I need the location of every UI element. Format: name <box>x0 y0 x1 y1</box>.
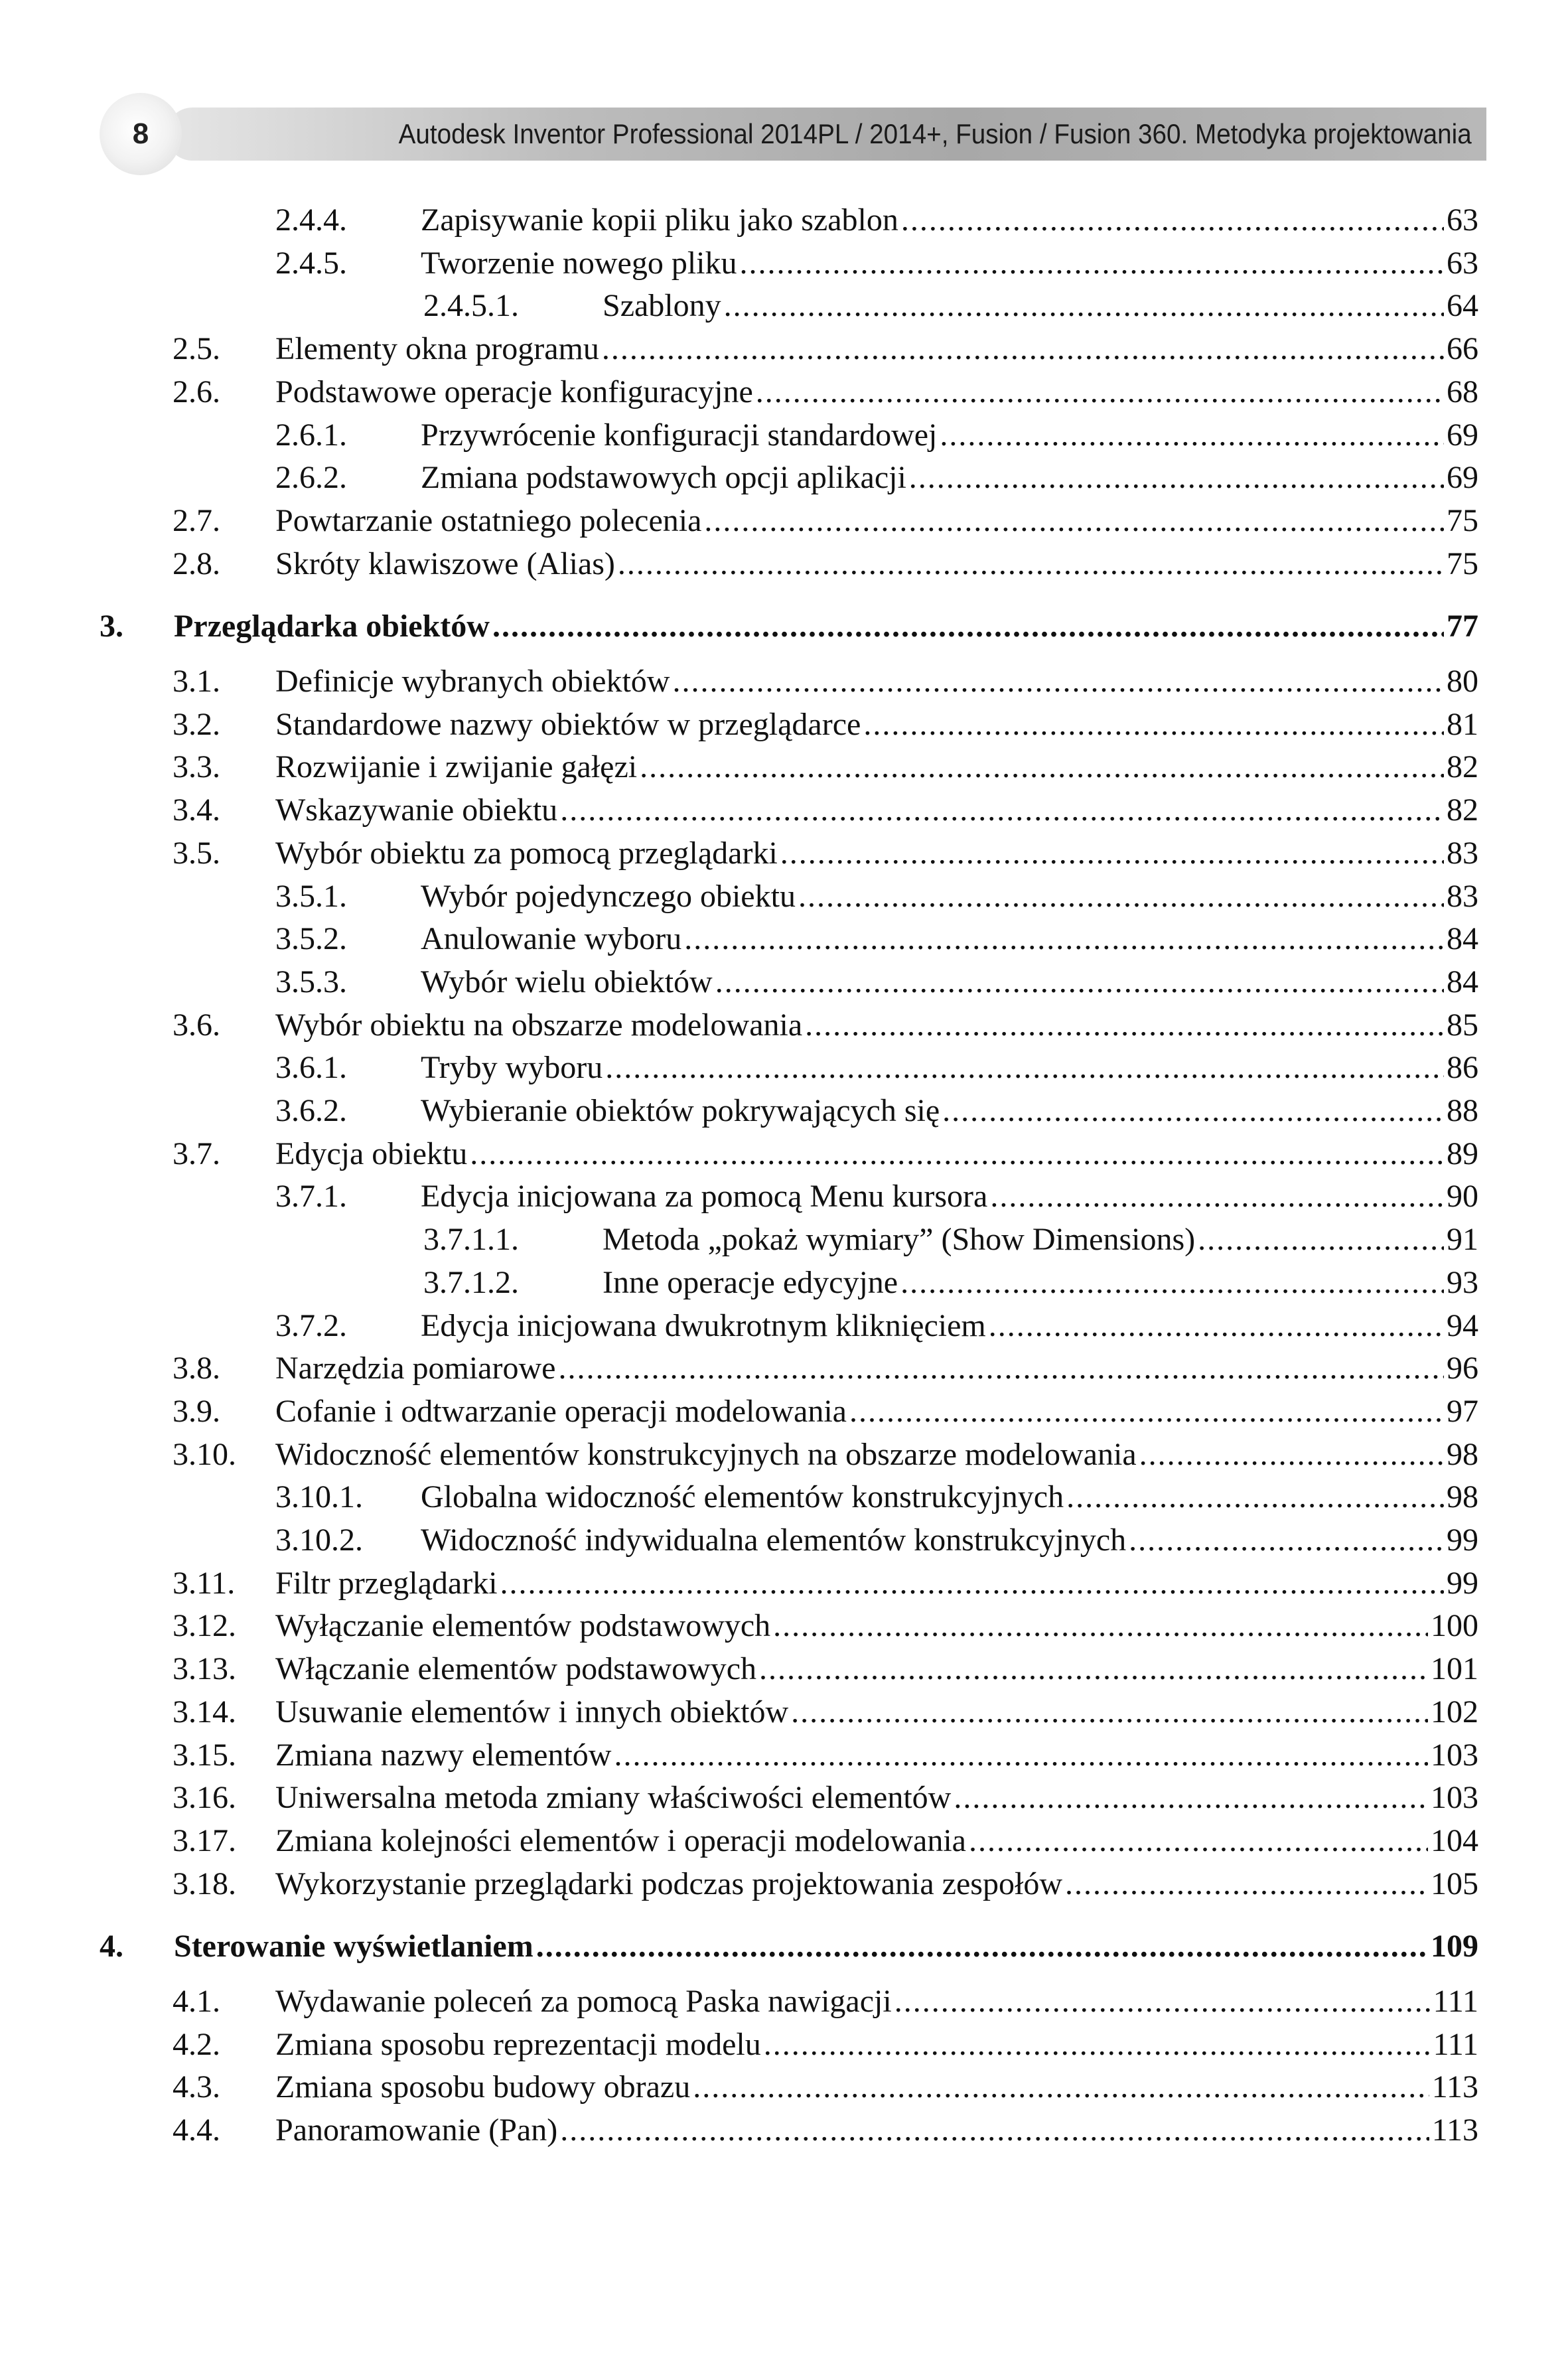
toc-title: Panoramowanie (Pan) <box>275 2112 558 2148</box>
toc-title: Edycja inicjowana za pomocą Menu kursora <box>421 1179 988 1214</box>
toc-entry <box>173 2109 1478 2152</box>
toc-number: 3.4. <box>173 792 220 828</box>
dot-leader <box>989 1305 1444 1347</box>
dot-leader <box>602 328 1444 370</box>
dot-leader <box>1139 1434 1444 1476</box>
dot-leader <box>740 242 1444 285</box>
toc-entry <box>173 1734 1478 1777</box>
toc-page-number: 63 <box>1447 202 1478 238</box>
dot-leader <box>954 1777 1428 1819</box>
toc-page-number: 89 <box>1447 1136 1478 1171</box>
toc-entry <box>173 703 1478 746</box>
toc-entry <box>275 242 1478 285</box>
toc-number: 3.7.1.1. <box>423 1222 519 1257</box>
toc-page-number: 83 <box>1447 879 1478 914</box>
toc-title: Wybór obiektu na obszarze modelowania <box>275 1007 803 1043</box>
toc-page-number: 93 <box>1447 1265 1478 1300</box>
toc-number: 3.3. <box>173 749 220 784</box>
toc-entry <box>173 1980 1478 2023</box>
toc-number: 3.15. <box>173 1738 236 1773</box>
toc-number: 4.3. <box>173 2069 220 2105</box>
toc-title: Wydawanie poleceń za pomocą Paska nawigacji <box>275 1984 892 2019</box>
toc-page-number: 113 <box>1431 2112 1478 2148</box>
dot-leader <box>470 1133 1444 1175</box>
toc-entry <box>173 660 1478 703</box>
toc-page-number: 84 <box>1447 921 1478 956</box>
toc-number: 3.10.2. <box>275 1522 363 1558</box>
toc-title: Globalna widoczność elementów konstrukcyjnych <box>421 1479 1064 1515</box>
dot-leader <box>894 1980 1431 2023</box>
dot-leader <box>791 1691 1428 1734</box>
dot-leader <box>764 2024 1431 2066</box>
toc-page-number: 82 <box>1447 749 1478 784</box>
toc-entry <box>173 1863 1478 1905</box>
dot-leader <box>773 1605 1428 1647</box>
toc-page-number: 75 <box>1447 503 1478 538</box>
toc-page-number: 69 <box>1447 417 1478 453</box>
dot-leader <box>863 703 1444 746</box>
toc-entry <box>275 414 1478 457</box>
toc-entry <box>275 1047 1478 1089</box>
toc-page-number: 77 <box>1447 609 1478 644</box>
dot-leader <box>558 1347 1444 1390</box>
toc-page-number: 99 <box>1447 1522 1478 1558</box>
toc-page-number: 113 <box>1431 2069 1478 2105</box>
toc-page-number: 111 <box>1433 2027 1478 2062</box>
toc-entry <box>275 1175 1478 1218</box>
dot-leader <box>672 660 1444 703</box>
header-title: Autodesk Inventor Professional 2014PL / 2014+, Fusion / Fusion 360. Metodyka projektowania <box>398 118 1472 149</box>
toc-number: 3.6.1. <box>275 1050 347 1085</box>
toc-entry <box>173 1133 1478 1175</box>
dot-leader <box>492 605 1444 648</box>
toc-entry <box>173 1562 1478 1605</box>
toc-title: Zmiana sposobu budowy obrazu <box>275 2069 691 2105</box>
toc-number: 3.7.1. <box>275 1179 347 1214</box>
toc-number: 2.5. <box>173 331 220 366</box>
toc-entry <box>423 1262 1478 1304</box>
toc-number: 3.8. <box>173 1351 220 1386</box>
dot-leader <box>759 1648 1428 1690</box>
toc-page-number: 69 <box>1447 460 1478 495</box>
toc-page-number: 103 <box>1431 1780 1478 1815</box>
toc-number: 3.13. <box>173 1651 236 1686</box>
toc-number: 2.4.4. <box>275 202 347 238</box>
toc-page-number: 103 <box>1431 1738 1478 1773</box>
toc-number: 3.10. <box>173 1437 236 1472</box>
toc-page-number: 98 <box>1447 1437 1478 1472</box>
toc-page-number: 82 <box>1447 792 1478 828</box>
toc-number: 3.5.1. <box>275 879 347 914</box>
toc-page-number: 63 <box>1447 246 1478 281</box>
toc-page-number: 94 <box>1447 1308 1478 1343</box>
toc-title: Filtr przeglądarki <box>275 1566 498 1601</box>
toc-title: Wykorzystanie przeglądarki podczas projektowania zespołów <box>275 1866 1062 1901</box>
dot-leader <box>1129 1519 1444 1562</box>
running-header <box>100 93 1486 175</box>
toc-title: Zmiana podstawowych opcji aplikacji <box>421 460 906 495</box>
toc-number: 3.7.1.2. <box>423 1265 519 1300</box>
toc-title: Metoda „pokaż wymiary” (Show Dimensions) <box>603 1222 1196 1257</box>
toc-entry <box>275 1305 1478 1347</box>
dot-leader <box>715 961 1444 1003</box>
toc-entry <box>173 1777 1478 1819</box>
toc-number: 3.5. <box>173 836 220 871</box>
toc-page-number: 109 <box>1431 1929 1478 1964</box>
toc-title: Wybór pojedynczego obiektu <box>421 879 796 914</box>
toc-number: 2.6.2. <box>275 460 347 495</box>
toc-title: Widoczność elementów konstrukcyjnych na obszarze modelowania <box>275 1437 1137 1472</box>
toc-entry <box>275 875 1478 918</box>
dot-leader <box>560 2109 1429 2152</box>
toc-title: Wybór wielu obiektów <box>421 964 713 999</box>
dot-leader <box>780 832 1444 875</box>
toc-number: 3.11. <box>173 1566 236 1601</box>
toc-title: Sterowanie wyświetlaniem <box>174 1929 534 1964</box>
toc-entry <box>173 2024 1478 2066</box>
toc-number: 2.7. <box>173 503 220 538</box>
toc-number: 2.8. <box>173 546 220 581</box>
toc-page-number: 85 <box>1447 1007 1478 1043</box>
toc-number: 4.2. <box>173 2027 220 2062</box>
toc-title: Rozwijanie i zwijanie gałęzi <box>275 749 638 784</box>
toc-entry <box>173 1347 1478 1390</box>
toc-page-number: 111 <box>1433 1984 1478 2019</box>
toc-title: Standardowe nazwy obiektów w przeglądarce <box>275 707 861 742</box>
toc-page-number: 98 <box>1447 1479 1478 1515</box>
dot-leader <box>724 285 1444 327</box>
toc-title: Tryby wyboru <box>421 1050 603 1085</box>
toc-number: 2.6. <box>173 374 220 409</box>
toc-page-number: 101 <box>1431 1651 1478 1686</box>
toc-title: Szablony <box>603 288 721 323</box>
toc-entry <box>423 285 1478 327</box>
toc-number: 3.14. <box>173 1694 236 1730</box>
toc-title: Podstawowe operacje konfiguracyjne <box>275 374 753 409</box>
toc-title: Inne operacje edycyjne <box>603 1265 898 1300</box>
toc-title: Anulowanie wyboru <box>421 921 682 956</box>
dot-leader <box>1066 1476 1444 1518</box>
toc-page-number: 100 <box>1431 1608 1478 1643</box>
toc-entry <box>173 1820 1478 1862</box>
toc-page-number: 96 <box>1447 1351 1478 1386</box>
dot-leader <box>900 1262 1444 1304</box>
dot-leader <box>990 1175 1444 1218</box>
toc-page-number: 90 <box>1447 1179 1478 1214</box>
toc-title: Cofanie i odtwarzanie operacji modelowania <box>275 1394 847 1429</box>
dot-leader <box>614 1734 1428 1777</box>
toc-title: Elementy okna programu <box>275 331 599 366</box>
toc-entry <box>173 2066 1478 2108</box>
toc-page-number: 81 <box>1447 707 1478 742</box>
toc-title: Edycja obiektu <box>275 1136 468 1171</box>
toc-entry <box>173 543 1478 585</box>
toc-title: Zmiana kolejności elementów i operacji modelowania <box>275 1823 966 1858</box>
dot-leader <box>684 918 1444 960</box>
toc-number: 3.7. <box>173 1136 220 1171</box>
toc-title: Przywrócenie konfiguracji standardowej <box>421 417 938 453</box>
toc-page-number: 97 <box>1447 1394 1478 1429</box>
toc-number: 3.17. <box>173 1823 236 1858</box>
toc-number: 3. <box>100 609 123 644</box>
toc-page-number: 88 <box>1447 1093 1478 1128</box>
toc-entry <box>275 1090 1478 1132</box>
dot-leader <box>693 2066 1429 2108</box>
dot-leader <box>500 1562 1444 1605</box>
toc-title: Zmiana sposobu reprezentacji modelu <box>275 2027 761 2062</box>
dot-leader <box>605 1047 1444 1089</box>
dot-leader <box>969 1820 1428 1862</box>
toc-page-number: 64 <box>1447 288 1478 323</box>
toc-number: 4.4. <box>173 2112 220 2148</box>
toc-title: Edycja inicjowana dwukrotnym kliknięciem <box>421 1308 986 1343</box>
toc-title: Usuwanie elementów i innych obiektów <box>275 1694 789 1730</box>
toc-title: Przeglądarka obiektów <box>174 609 490 644</box>
toc-number: 3.18. <box>173 1866 236 1901</box>
toc-number: 3.6.2. <box>275 1093 347 1128</box>
toc-entry <box>173 1648 1478 1690</box>
toc-entry <box>275 918 1478 960</box>
dot-leader <box>901 199 1444 242</box>
toc-entry <box>275 1519 1478 1562</box>
toc-title: Wskazywanie obiektu <box>275 792 558 828</box>
toc-entry <box>173 1434 1478 1476</box>
toc-number: 3.1. <box>173 664 220 699</box>
toc-number: 3.6. <box>173 1007 220 1043</box>
toc-entry <box>275 199 1478 242</box>
toc-page-number: 84 <box>1447 964 1478 999</box>
toc-title: Zapisywanie kopii pliku jako szablon <box>421 202 898 238</box>
toc-number: 3.12. <box>173 1608 236 1643</box>
toc-number: 2.4.5. <box>275 246 347 281</box>
toc-number: 3.5.3. <box>275 964 347 999</box>
toc-entry <box>173 500 1478 542</box>
toc-title: Skróty klawiszowe (Alias) <box>275 546 615 581</box>
toc-entry <box>173 328 1478 370</box>
toc-page-number: 104 <box>1431 1823 1478 1858</box>
toc-number: 2.4.5.1. <box>423 288 519 323</box>
toc-title: Włączanie elementów podstawowych <box>275 1651 757 1686</box>
toc-page-number: 99 <box>1447 1566 1478 1601</box>
toc-entry <box>275 1476 1478 1518</box>
dot-leader <box>640 746 1444 788</box>
toc-page-number: 102 <box>1431 1694 1478 1730</box>
toc-entry <box>173 832 1478 875</box>
dot-leader <box>560 789 1444 832</box>
toc-number: 3.7.2. <box>275 1308 347 1343</box>
toc-entry <box>173 746 1478 788</box>
toc-page-number: 75 <box>1447 546 1478 581</box>
dot-leader <box>704 500 1444 542</box>
toc-title: Zmiana nazwy elementów <box>275 1738 612 1773</box>
toc-number: 4.1. <box>173 1984 220 2019</box>
toc-number: 4. <box>100 1929 123 1964</box>
toc-entry <box>173 1390 1478 1433</box>
dot-leader <box>805 1004 1444 1047</box>
toc-title: Wybieranie obiektów pokrywających się <box>421 1093 940 1128</box>
toc-page-number: 68 <box>1447 374 1478 409</box>
toc-title: Powtarzanie ostatniego polecenia <box>275 503 702 538</box>
dot-leader <box>1065 1863 1428 1905</box>
toc-number: 3.16. <box>173 1780 236 1815</box>
toc-entry <box>173 789 1478 832</box>
dot-leader <box>849 1390 1444 1433</box>
toc-number: 3.10.1. <box>275 1479 363 1515</box>
dot-leader <box>756 371 1444 413</box>
toc-entry <box>173 371 1478 413</box>
toc-page-number: 91 <box>1447 1222 1478 1257</box>
toc-number: 3.9. <box>173 1394 220 1429</box>
dot-leader <box>618 543 1444 585</box>
toc-page-number: 86 <box>1447 1050 1478 1085</box>
toc-number: 3.2. <box>173 707 220 742</box>
dot-leader <box>536 1925 1428 1968</box>
dot-leader <box>940 414 1444 457</box>
dot-leader <box>1198 1219 1444 1261</box>
toc-title: Definicje wybranych obiektów <box>275 664 670 699</box>
dot-leader <box>942 1090 1444 1132</box>
toc-title: Wybór obiektu za pomocą przeglądarki <box>275 836 778 871</box>
toc-entry <box>173 1691 1478 1734</box>
toc-title: Widoczność indywidualna elementów konstrukcyjnych <box>421 1522 1127 1558</box>
toc-entry <box>275 961 1478 1003</box>
dot-leader <box>798 875 1444 918</box>
toc-chapter-entry <box>100 1925 1478 1968</box>
toc-page-number: 105 <box>1431 1866 1478 1901</box>
toc-chapter-entry <box>100 605 1478 648</box>
toc-number: 2.6.1. <box>275 417 347 453</box>
toc-title: Tworzenie nowego pliku <box>421 246 737 281</box>
toc-entry <box>173 1004 1478 1047</box>
toc-page-number: 83 <box>1447 836 1478 871</box>
toc-title: Wyłączanie elementów podstawowych <box>275 1608 771 1643</box>
toc-entry <box>423 1219 1478 1261</box>
toc-entry <box>173 1605 1478 1647</box>
toc-title: Narzędzia pomiarowe <box>275 1351 556 1386</box>
toc-entry <box>275 457 1478 499</box>
page-number: 8 <box>100 93 182 175</box>
toc-number: 3.5.2. <box>275 921 347 956</box>
toc-page-number: 66 <box>1447 331 1478 366</box>
toc-title: Uniwersalna metoda zmiany właściwości elementów <box>275 1780 952 1815</box>
dot-leader <box>909 457 1444 499</box>
toc-page-number: 80 <box>1447 664 1478 699</box>
